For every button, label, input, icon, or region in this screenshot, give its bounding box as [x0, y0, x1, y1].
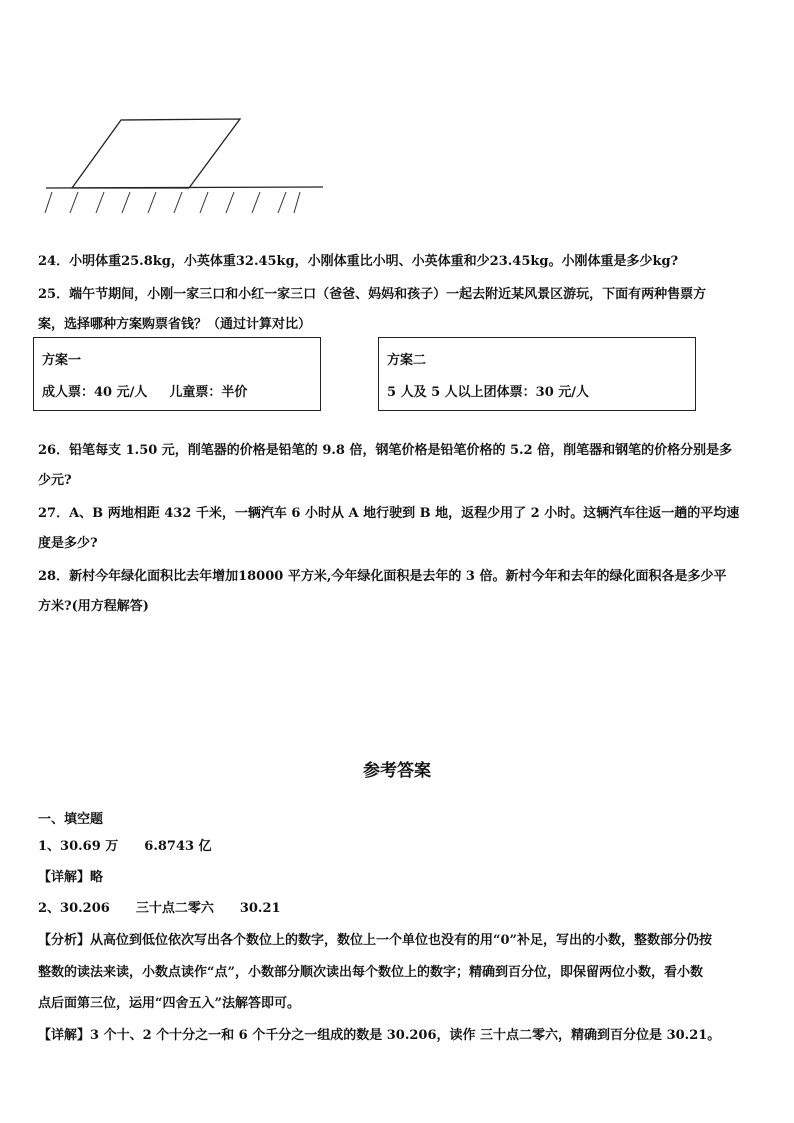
- answer-2-part-a: 2、30.206: [38, 901, 110, 916]
- question-27-line-1: 27．A、B 两地相距 432 千米，一辆汽车 6 小时从 A 地行驶到 B 地，返程少用了 2 小时。这辆汽车往返一趟的平均速: [38, 506, 740, 521]
- question-24: 24．小明体重25.8kg，小英体重32.45kg，小刚体重比小明、小英体重和少23.45kg。小刚体重是多少kg?: [38, 254, 679, 269]
- plan-one-details: [42, 381, 247, 400]
- question-26-line-2: 少元?: [38, 473, 72, 488]
- parallelogram-shape: [72, 119, 240, 188]
- answers-heading: 参考答案: [363, 761, 431, 781]
- question-25-line-2: 案，选择哪种方案购票省钱？（通过计算对比）: [38, 317, 312, 332]
- question-25-line-1: 25．端午节期间，小刚一家三口和小红一家三口（爸爸、妈妈和孩子）一起去附近某风景区游玩，下面有两种售票方: [38, 287, 707, 302]
- plan-one-adult-price: 成人票：40 元/人: [42, 385, 148, 400]
- question-28-line-2: 方米?(用方程解答): [38, 599, 149, 614]
- answer-1-detail: 【详解】略: [38, 870, 104, 885]
- section-title-fill-blank: 一、填空题: [38, 812, 104, 827]
- answer-2-analysis-line-2: 整数的读法来读，小数点读作“点”，小数部分顺次读出每个数位上的数字；精确到百分位，即保留两位小数，看小数: [38, 965, 703, 980]
- plan-one-title: 方案一: [42, 353, 82, 368]
- answer-2-analysis-line-3: 点后面第三位，运用“四舍五入”法解答即可。: [38, 996, 300, 1011]
- answer-2-detail: 【详解】3 个十、2 个十分之一和 6 个千分之一组成的数是 30.206，读作 三十点二零六，精确到百分位是 30.21。: [38, 1028, 721, 1043]
- ground-hatching: [45, 192, 300, 213]
- plan-one-child-price: 儿童票：半价: [169, 385, 248, 400]
- answer-2-analysis-line-1: 【分析】从高位到低位依次写出各个数位上的数字，数位上一个单位也没有的用“0”补足，写出的小数，整数部分仍按: [38, 933, 713, 948]
- plan-two-title: 方案二: [387, 353, 427, 368]
- question-27-line-2: 度是多少?: [38, 536, 98, 551]
- ground-line: [46, 187, 323, 188]
- answer-1: [38, 835, 212, 854]
- plan-two-box: [378, 337, 696, 411]
- question-28-line-1: 28．新村今年绿化面积比去年增加18000 平方米,今年绿化面积是去年的 3 倍。新村今年和去年的绿化面积各是多少平: [38, 569, 727, 584]
- question-26-line-1: 26．铅笔每支 1.50 元，削笔器的价格是铅笔的 9.8 倍，钢笔价格是铅笔价格的 5.2 倍，削笔器和钢笔的价格分别是多: [38, 443, 733, 458]
- plan-two-group-price: 5 人及 5 人以上团体票：30 元/人: [387, 385, 590, 400]
- answer-2-part-b: 三十点二零六: [135, 901, 214, 916]
- parallelogram-figure: [38, 112, 338, 220]
- answer-2-part-c: 30.21: [239, 901, 281, 916]
- answer-1-part-a: 1、30.69 万: [38, 839, 119, 854]
- plan-one-box: [33, 337, 321, 411]
- answer-2: [38, 897, 281, 916]
- answer-1-part-b: 6.8743 亿: [144, 839, 212, 854]
